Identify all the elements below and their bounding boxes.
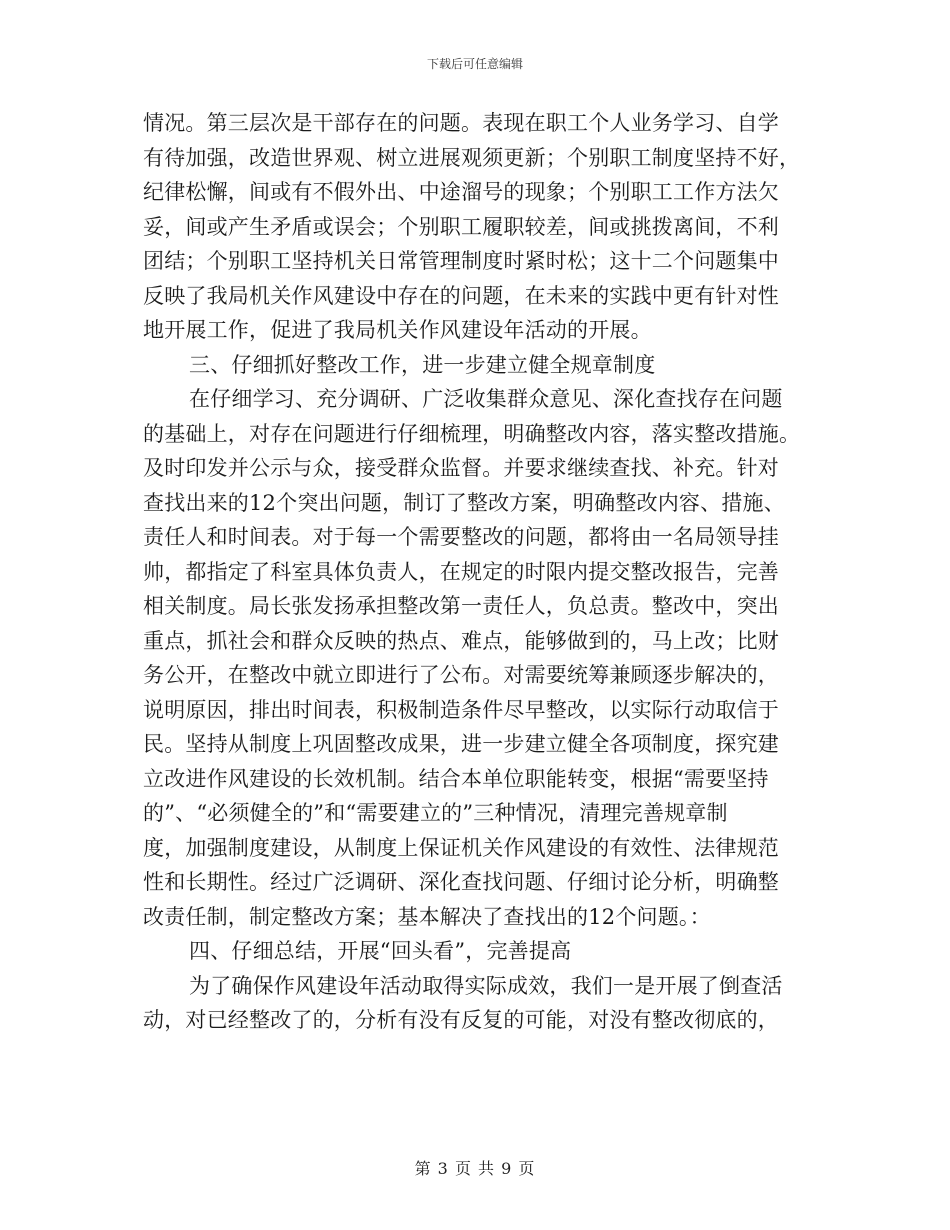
paragraph-line: 动，对已经整改了的，分析有没有反复的可能，对没有整改彻底的， (143, 1008, 779, 1032)
paragraph-line: 重点，抓社会和群众反映的热点、难点，能够做到的，马上改；比财 (143, 628, 779, 653)
paragraph-line: 查找出来的12个突出问题，制订了整改方案，明确整改内容、措施、 (143, 490, 785, 515)
section-heading: 四、仔细总结，开展“回头看”，完善提高 (189, 939, 572, 963)
paragraph-line: 说明原因，排出时间表，积极制造条件尽早整改，以实际行动取信于 (143, 697, 779, 722)
paragraph-line: 性和长期性。经过广泛调研、深化查找问题、仔细讨论分析，明确整 (143, 870, 779, 894)
paragraph-line: 的”、“必须健全的”和“需要建立的”三种情况，清理完善规章制 (143, 801, 728, 825)
paragraph-line: 务公开，在整改中就立即进行了公布。对需要统筹兼顾逐步解决的， (143, 663, 779, 687)
paragraph-line: 的基础上，对存在问题进行仔细梳理，明确整改内容，落实整改措施。 (143, 421, 801, 446)
section-heading: 三、仔细抓好整改工作，进一步建立健全规章制度 (189, 352, 656, 377)
paragraph-line: 在仔细学习、充分调研、广泛收集群众意见、深化查找存在问题 (189, 387, 783, 411)
paragraph-line: 改责任制，制定整改方案；基本解决了查找出的12个问题。： (143, 904, 711, 929)
paragraph-line: 有待加强，改造世界观、树立进展观须更新；个别职工制度坚持不好， (143, 145, 801, 170)
paragraph-line: 情况。第三层次是干部存在的问题。表现在职工个人业务学习、自学 (143, 111, 779, 135)
paragraph-line: 度，加强制度建设，从制度上保证机关作风建设的有效性、法律规范 (143, 835, 779, 860)
paragraph-line: 反映了我局机关作风建设中存在的问题，在未来的实践中更有针对性 (143, 283, 779, 308)
document-body (143, 106, 803, 1038)
paragraph-line: 责任人和时间表。对于每一个需要整改的问题，都将由一名局领导挂 (143, 525, 779, 549)
paragraph-line: 妥，间或产生矛盾或误会；个别职工履职较差，间或挑拨离间，不利 (143, 214, 779, 239)
paragraph-line: 团结；个别职工坚持机关日常管理制度时紧时松；这十二个问题集中 (143, 249, 779, 273)
paragraph-line: 立改进作风建设的长效机制。结合本单位职能转变，根据“需要坚持 (143, 766, 769, 791)
page-footer: 第 3 页 共 9 页 (414, 1159, 536, 1178)
paragraph-line: 为了确保作风建设年活动取得实际成效，我们一是开展了倒查活 (189, 973, 783, 998)
paragraph-line: 民。坚持从制度上巩固整改成果，进一步建立健全各项制度，探究建 (143, 732, 779, 756)
paragraph-line: 及时印发并公示与众，接受群众监督。并要求继续查找、补充。针对 (143, 456, 779, 480)
paragraph-line: 相关制度。局长张发扬承担整改第一责任人，负总责。整改中，突出 (143, 594, 779, 618)
paragraph-line: 纪律松懈，间或有不假外出、中途溜号的现象；个别职工工作方法欠 (143, 180, 779, 204)
page-header: 下载后可任意编辑 (426, 57, 523, 71)
paragraph-line: 地开展工作，促进了我局机关作风建设年活动的开展。 (143, 318, 652, 342)
paragraph-line: 帅，都指定了科室具体负责人，在规定的时限内提交整改报告，完善 (143, 559, 779, 584)
